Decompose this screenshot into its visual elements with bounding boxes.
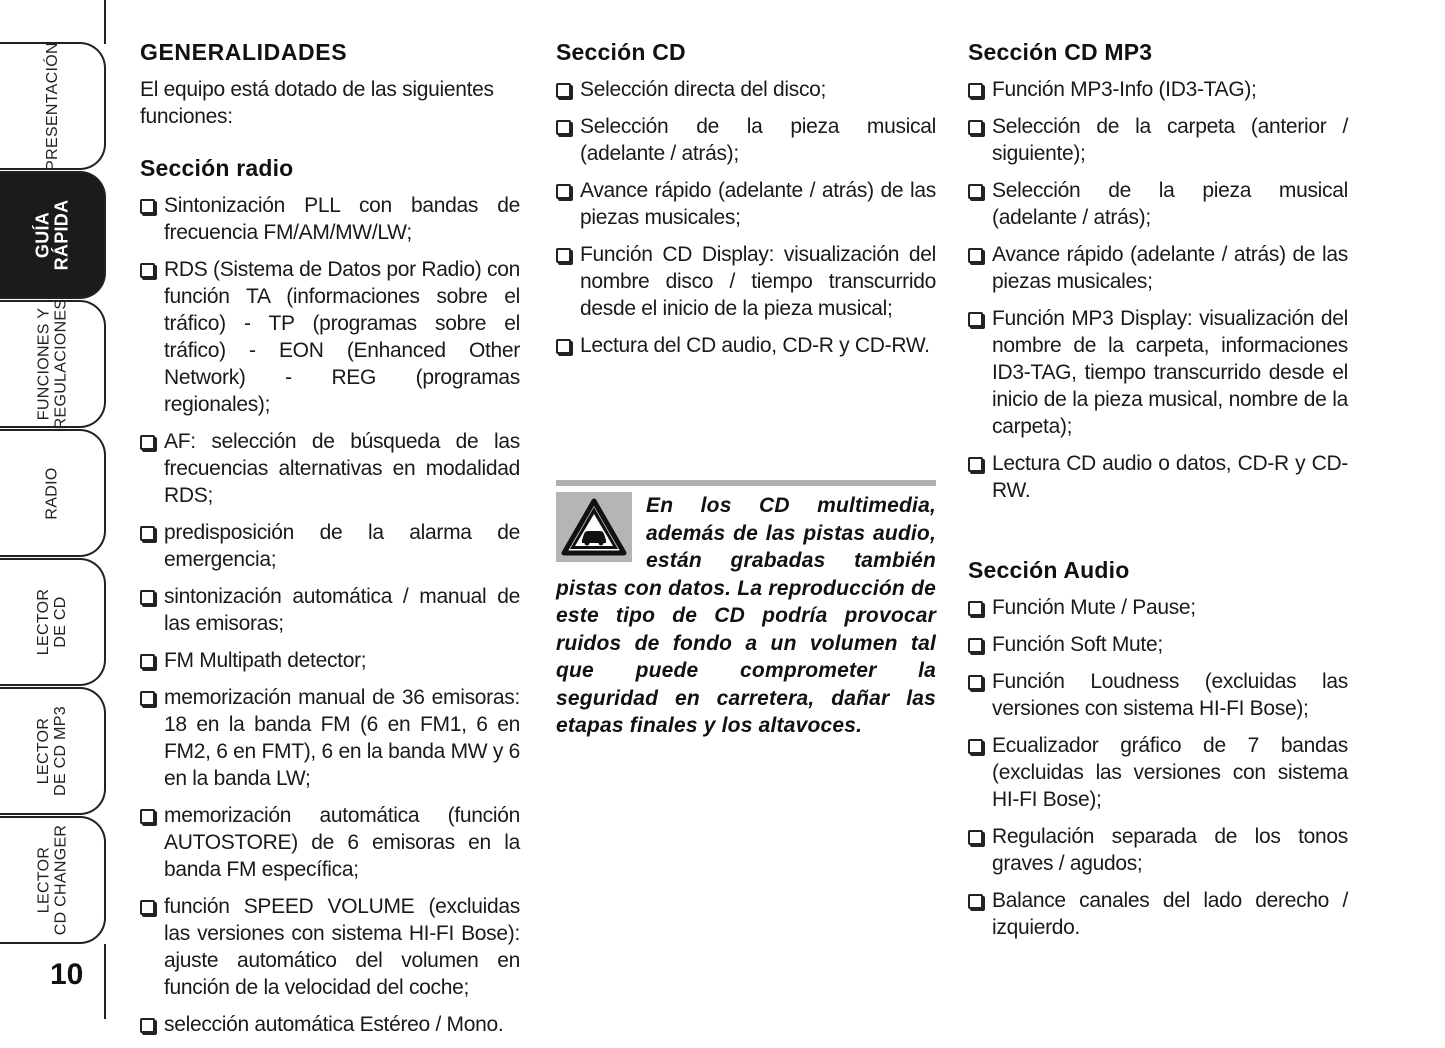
list-item: Avance rápido (adelante / atrás) de las piezas musicales;: [968, 241, 1348, 295]
list-item: selección automática Estéreo / Mono.: [140, 1011, 520, 1038]
intro-text: El equipo está dotado de las siguientes funciones:: [140, 78, 494, 128]
section-title-generalidades: GENERALIDADES: [140, 39, 348, 65]
list-item: Regulación separada de los tonos graves / agudos;: [968, 823, 1348, 877]
cd-mp3-feature-list: [968, 76, 1348, 504]
radio-feature-list: [140, 192, 520, 1038]
section-title-cd-mp3: Sección CD MP3: [968, 39, 1153, 65]
checkbox-bullet-icon: [556, 248, 571, 263]
list-item: Lectura del CD audio, CD-R y CD-RW.: [556, 332, 936, 359]
tab-label: GUÍA: [32, 211, 52, 259]
tab-label: PRESENTACIÓN: [43, 41, 61, 171]
list-item: Selección de la pieza musical (adelante / atrás);: [968, 177, 1348, 231]
tab-lector-cd-changer[interactable]: [0, 816, 106, 944]
checkbox-bullet-icon: [140, 590, 155, 605]
checkbox-bullet-icon: [968, 312, 983, 327]
tab-label: LECTOR: [34, 717, 52, 785]
list-item: Función CD Display: visualización del nombre disco / tiempo transcurrido desde el inicio de la pieza musical;: [556, 241, 936, 322]
checkbox-bullet-icon: [556, 339, 571, 354]
tab-divider: [104, 944, 106, 1019]
list-item: Balance canales del lado derecho / izquierdo.: [968, 887, 1348, 941]
list-item: Ecualizador gráfico de 7 bandas (excluidas las versiones con sistema HI-FI Bose);: [968, 732, 1348, 813]
list-item: Función MP3-Info (ID3-TAG);: [968, 76, 1348, 103]
section-title-cd: Sección CD: [556, 39, 686, 65]
list-item: AF: selección de búsqueda de las frecuencias alternativas en modalidad RDS;: [140, 428, 520, 509]
checkbox-bullet-icon: [968, 830, 983, 845]
list-item: Sintonización PLL con bandas de frecuencia FM/AM/MW/LW;: [140, 192, 520, 246]
tab-label: CD CHANGER: [52, 824, 69, 936]
checkbox-bullet-icon: [140, 526, 155, 541]
checkbox-bullet-icon: [140, 199, 155, 214]
list-item: predisposición de la alarma de emergencia;: [140, 519, 520, 573]
tab-label: DE CD: [51, 596, 69, 648]
audio-feature-list: [968, 594, 1348, 941]
car-warning-triangle-icon: [556, 492, 632, 562]
list-item: Función Mute / Pause;: [968, 594, 1348, 621]
page-number: 10: [50, 958, 84, 991]
tab-presentacion[interactable]: [0, 42, 106, 170]
checkbox-bullet-icon: [140, 691, 155, 706]
list-item: Función Loudness (excluidas las versiones con sistema HI-FI Bose);: [968, 668, 1348, 722]
tab-label: FUNCIONES Y: [35, 307, 52, 421]
tab-radio[interactable]: [0, 429, 106, 557]
column-middle: [556, 36, 936, 369]
column-right: [968, 36, 1348, 951]
tab-lector-cd-mp3[interactable]: [0, 687, 106, 815]
warning-rule: [556, 480, 936, 486]
list-item: memorización manual de 36 emisoras: 18 en la banda FM (6 en FM1, 6 en FM2, 6 en FMT), 6 en la banda MW y 6 en la banda LW;: [140, 684, 520, 792]
checkbox-bullet-icon: [140, 1018, 155, 1033]
list-item: Función Soft Mute;: [968, 631, 1348, 658]
tab-label: LECTOR: [34, 588, 52, 656]
checkbox-bullet-icon: [968, 675, 983, 690]
warning-note: [556, 480, 936, 740]
list-item: Lectura CD audio o datos, CD-R y CD-RW.: [968, 450, 1348, 504]
column-left: [140, 36, 520, 1048]
list-item: función SPEED VOLUME (excluidas las versiones con sistema HI-FI Bose): ajuste automático del volumen en función de la velocidad del coche;: [140, 893, 520, 1001]
tab-label: DE CD MP3: [51, 706, 69, 796]
checkbox-bullet-icon: [556, 83, 571, 98]
tab-divider: [104, 0, 106, 44]
tab-label: RADIO: [43, 466, 61, 520]
list-item: FM Multipath detector;: [140, 647, 520, 674]
list-item: Selección de la carpeta (anterior / siguiente);: [968, 113, 1348, 167]
checkbox-bullet-icon: [968, 83, 983, 98]
list-item: Selección de la pieza musical (adelante / atrás);: [556, 113, 936, 167]
checkbox-bullet-icon: [140, 263, 155, 278]
section-title-radio: Sección radio: [140, 155, 294, 181]
list-item: Función MP3 Display: visualización del nombre de la carpeta, informaciones ID3-TAG, tiempo transcurrido desde el inicio de la pieza musical, nombre de la carpeta);: [968, 305, 1348, 440]
checkbox-bullet-icon: [968, 894, 983, 909]
list-item: memorización automática (función AUTOSTORE) de 6 emisoras en la banda FM específica;: [140, 802, 520, 883]
section-title-audio: Sección Audio: [968, 557, 1130, 583]
checkbox-bullet-icon: [968, 739, 983, 754]
list-item: RDS (Sistema de Datos por Radio) con función TA (informaciones sobre el tráfico) - TP (programas sobre el tráfico) - EON (Enhanced Other Network) - REG (programas regionales);: [140, 256, 520, 418]
tab-funciones-regulaciones[interactable]: [0, 300, 106, 428]
checkbox-bullet-icon: [968, 248, 983, 263]
checkbox-bullet-icon: [968, 601, 983, 616]
list-item: Selección directa del disco;: [556, 76, 936, 103]
checkbox-bullet-icon: [968, 457, 983, 472]
checkbox-bullet-icon: [556, 120, 571, 135]
checkbox-bullet-icon: [968, 184, 983, 199]
tab-label: REGULACIONES: [52, 298, 69, 430]
checkbox-bullet-icon: [968, 638, 983, 653]
cd-feature-list: [556, 76, 936, 359]
list-item: sintonización automática / manual de las emisoras;: [140, 583, 520, 637]
checkbox-bullet-icon: [140, 654, 155, 669]
checkbox-bullet-icon: [968, 120, 983, 135]
checkbox-bullet-icon: [140, 435, 155, 450]
warning-text: En los CD multimedia, además de las pistas audio, están grabadas también pistas con datos. La reproducción de este tipo de CD podría provocar ruidos de fondo a un volumen tal que puede comprometer la seguridad en carretera, dañar las etapas finales y los altavoces.: [556, 494, 936, 737]
tab-label: RÁPIDA: [51, 199, 71, 271]
checkbox-bullet-icon: [140, 809, 155, 824]
tab-guia-rapida[interactable]: [0, 171, 106, 299]
tab-lector-cd[interactable]: [0, 558, 106, 686]
side-tab-strip: [0, 0, 108, 1019]
list-item: Avance rápido (adelante / atrás) de las piezas musicales;: [556, 177, 936, 231]
checkbox-bullet-icon: [140, 900, 155, 915]
tab-label: LECTOR: [35, 846, 52, 914]
checkbox-bullet-icon: [556, 184, 571, 199]
